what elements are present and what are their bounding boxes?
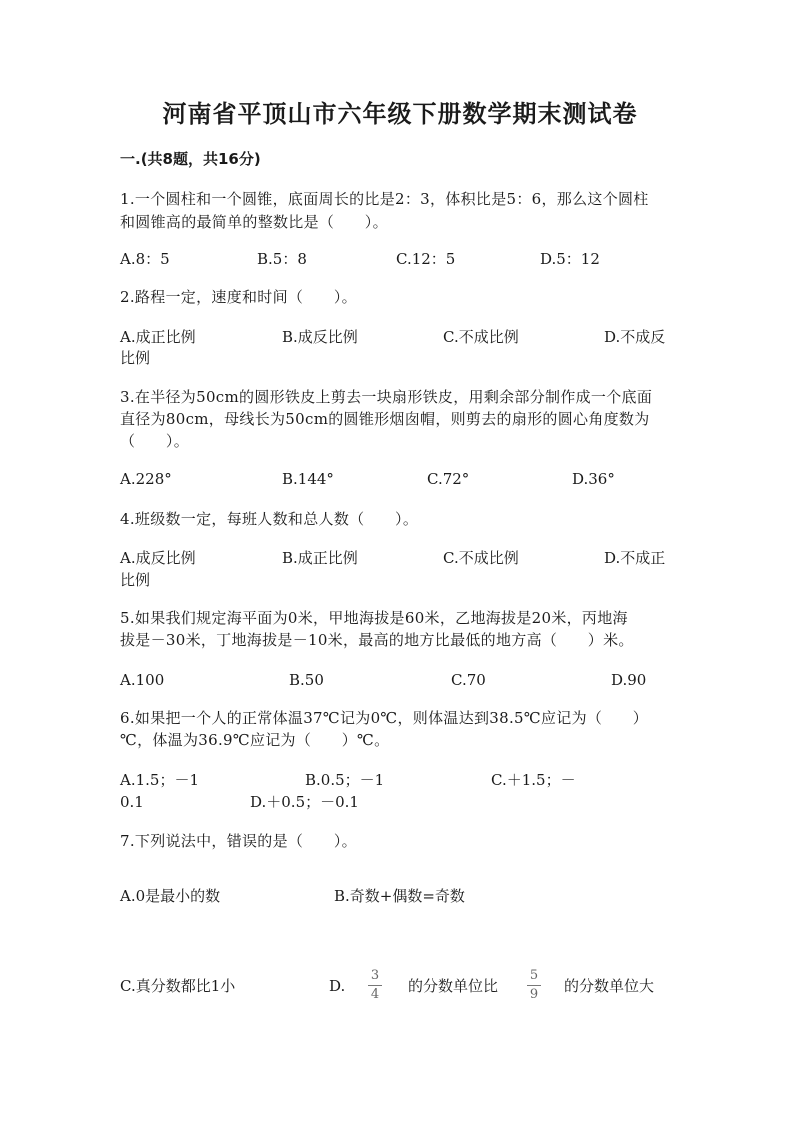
fraction-numerator: 3 — [370, 968, 380, 983]
page-title: 河南省平顶山市六年级下册数学期末测试卷 — [162, 100, 638, 128]
q2-option-d-wrap: 比例 — [120, 349, 151, 367]
q3-option-b: B.144° — [282, 470, 334, 488]
q5-option-d: D.90 — [611, 671, 647, 689]
q2-option-a: A.成正比例 — [120, 328, 196, 346]
q7-option-c: C.真分数都比1小 — [120, 977, 236, 995]
fraction-bar — [527, 985, 541, 986]
question-1-line-2: 和圆锥高的最简单的整数比是（ ）。 — [120, 213, 388, 231]
q1-option-c: C.12：5 — [396, 250, 456, 268]
q3-option-c: C.72° — [427, 470, 470, 488]
question-4-line-1: 4.班级数一定，每班人数和总人数（ ）。 — [120, 510, 419, 528]
q5-option-c: C.70 — [451, 671, 486, 689]
question-5-line-1: 5.如果我们规定海平面为0米，甲地海拔是60米，乙地海拔是20米，丙地海 — [120, 609, 628, 627]
section-heading: 一.(共8题，共16分) — [120, 150, 261, 168]
q7-option-d-text-1: 的分数单位比 — [408, 977, 499, 995]
question-1-line-1: 1.一个圆柱和一个圆锥，底面周长的比是2：3，体积比是5：6，那么这个圆柱 — [120, 190, 649, 208]
q4-option-d-wrap: 比例 — [120, 571, 151, 589]
q1-option-a: A.8：5 — [120, 250, 170, 268]
question-6-line-1: 6.如果把一个人的正常体温37℃记为0℃，则体温达到38.5℃应记为（ ） — [120, 709, 649, 727]
fraction-5-9 — [526, 968, 542, 1003]
q5-option-b: B.50 — [289, 671, 324, 689]
fraction-3-4 — [367, 968, 383, 1003]
q2-option-d: D.不成反 — [604, 328, 666, 346]
q6-option-a: A.1.5；－1 — [120, 771, 199, 789]
q7-option-d-text-2: 的分数单位大 — [564, 977, 655, 995]
question-3-line-1: 3.在半径为50cm的圆形铁皮上剪去一块扇形铁皮，用剩余部分制作成一个底面 — [120, 388, 653, 406]
q5-option-a: A.100 — [120, 671, 165, 689]
question-3-line-2: 直径为80cm，母线长为50cm的圆锥形烟囱帽，则剪去的扇形的圆心角度数为 — [120, 410, 650, 428]
fraction-denominator: 4 — [370, 987, 380, 1002]
q3-option-a: A.228° — [120, 470, 172, 488]
q7-option-a: A.0是最小的数 — [120, 887, 221, 905]
q7-option-d: D. — [329, 977, 346, 995]
q4-option-a: A.成反比例 — [120, 549, 196, 567]
fraction-bar — [368, 985, 382, 986]
q1-option-b: B.5：8 — [257, 250, 307, 268]
question-2-line-1: 2.路程一定，速度和时间（ ）。 — [120, 288, 357, 306]
q4-option-b: B.成正比例 — [282, 549, 358, 567]
fraction-numerator: 5 — [529, 968, 539, 983]
q1-option-d: D.5：12 — [540, 250, 600, 268]
q3-option-d: D.36° — [572, 470, 615, 488]
question-7-line-1: 7.下列说法中，错误的是（ ）。 — [120, 832, 357, 850]
q6-option-c: C.＋1.5；－ — [491, 771, 576, 789]
q2-option-c: C.不成比例 — [443, 328, 519, 346]
q6-option-c-wrap: 0.1 — [120, 793, 144, 811]
q4-option-c: C.不成比例 — [443, 549, 519, 567]
q2-option-b: B.成反比例 — [282, 328, 358, 346]
q6-option-d: D.＋0.5；－0.1 — [250, 793, 359, 811]
question-3-line-3: （ ）。 — [120, 432, 190, 450]
q4-option-d: D.不成正 — [604, 549, 666, 567]
fraction-denominator: 9 — [529, 987, 539, 1002]
question-5-line-2: 拔是－30米，丁地海拔是－10米，最高的地方比最低的地方高（ ）米。 — [120, 631, 634, 649]
q7-option-b: B.奇数+偶数=奇数 — [334, 887, 465, 905]
question-6-line-2: ℃，体温为36.9℃应记为（ ）℃。 — [120, 731, 390, 749]
q6-option-b: B.0.5；－1 — [305, 771, 385, 789]
